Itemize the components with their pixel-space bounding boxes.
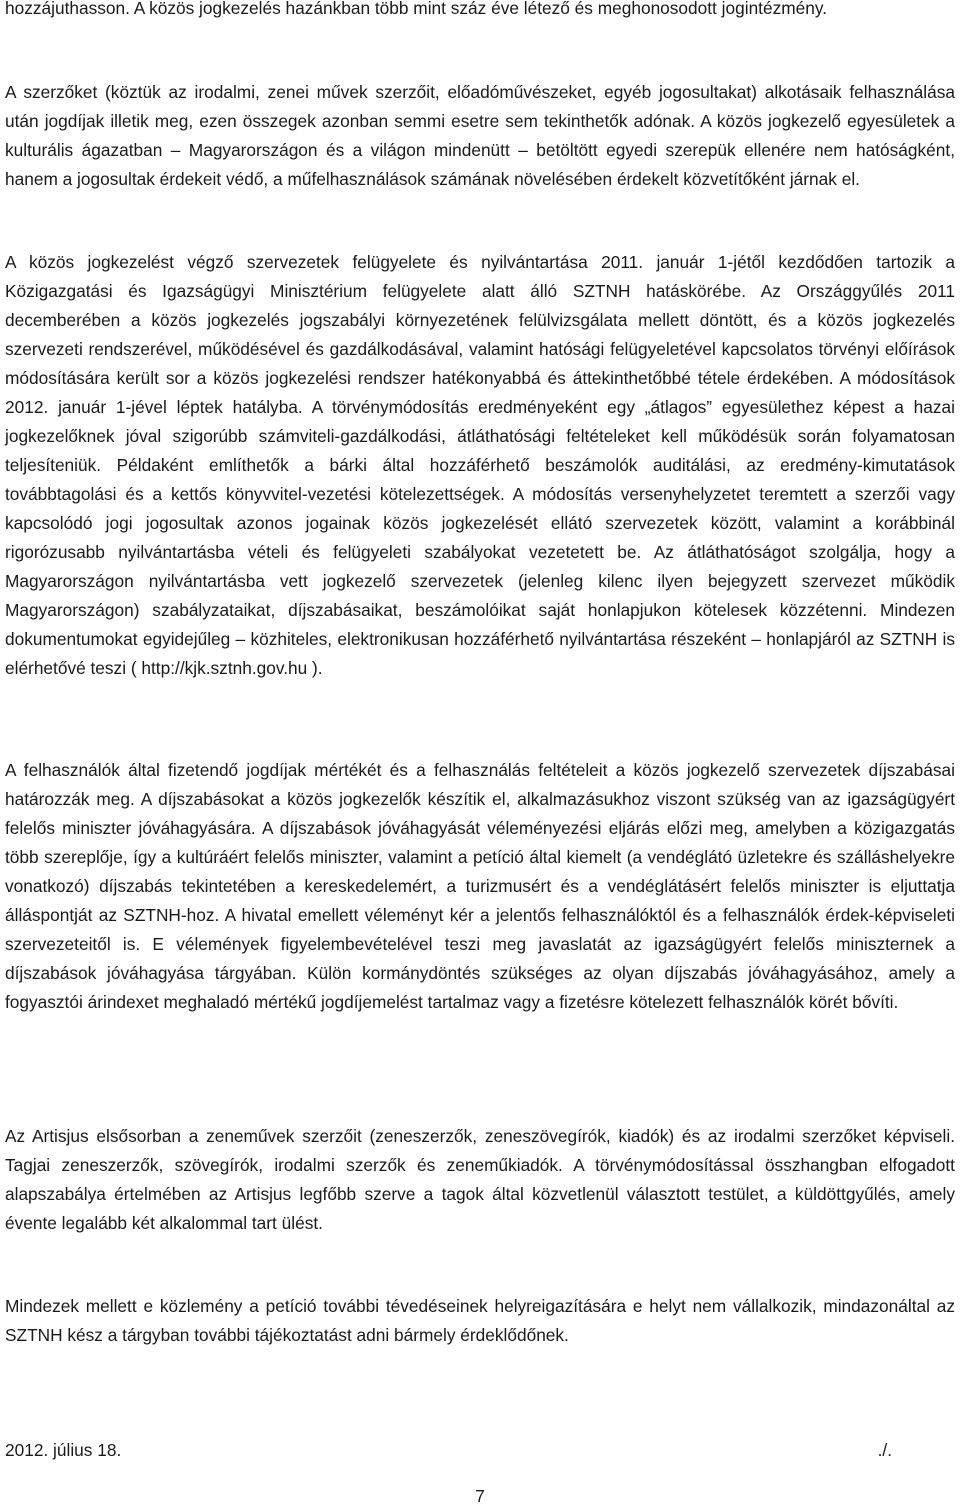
paragraph-closing-block (5, 1292, 955, 1350)
document-date: 2012. július 18. (5, 1440, 122, 1460)
paragraph-supervision-block (5, 248, 955, 683)
paragraph-closing: Mindezek mellett e közlemény a petíció további tévedéseinek helyreigazítására e helyt nem vállalkozik, mindazonáltal az SZTNH kész a tárgyban további tájékoztatást adni bármely érdeklődőnek. (5, 1296, 955, 1345)
paragraph-artisjus: Az Artisjus elsősorban a zeneművek szerzőit (zeneszerzők, zeneszövegírók, kiadók) és az irodalmi szerzőket képviseli. Tagjai zeneszerzők, szövegírók, irodalmi szerzők és zeneműkiadók. A törvénymódosítással összhangban elfogadott alapszabálya értelmében az Artisjus legfőbb szerve a tagok által közvetlenül választott testület, a küldöttgyűlés, amely évente legalább két alkalommal tart ülést. (5, 1126, 955, 1233)
paragraph-supervision: A közös jogkezelést végző szervezetek felügyelete és nyilvántartása 2011. január 1-jétől kezdődően tartozik a Közigazgatási és Igazságügyi Minisztérium felügyelete alatt álló SZTNH hatáskörébe. Az Országgyűlés 2011 decemberében a közös jogkezelés jogszabályi környezetének felülvizsgálata mellett döntött, és a közös jogkezelés szervezeti rendszerével, működésével és gazdálkodásával, valamint hatósági felügyeletével kapcsolatos törvényi előírások módosítására került sor a közös jogkezelési rendszer hatékonyabbá és áttekinthetőbbé tétele érdekében. A módosítások 2012. január 1-jével léptek hatályba. A törvénymódosítás eredményeként egy „átlagos” egyesülethez képest a hazai jogkezelőknek jóval szigorúbb számviteli-gazdálkodási, átláthatósági feltételeket kell működésük során folyamatosan teljesíteniük. Példaként említhetők a bárki által hozzáférhető beszámolók auditálási, az eredmény-kimutatások továbbtagolási és a kettős könyvvitel-vezetési kötelezettségek. A módosítás versenyhelyzetet teremtett a szerzői vagy kapcsolódó jogi jogosultak azonos jogainak közös jogkezelését ellátó szervezetek között, valamint a korábbinál rigorózusabb nyilvántartásba vételi és felügyeleti szabályokat vezetetett be. Az átláthatóságot szolgálja, hogy a Magyarországon nyilvántartásba vett jogkezelő szervezetek (jelenleg kilenc ilyen bejegyzett szervezet működik Magyarországon) szabályzataikat, díjszabásaikat, beszámolóikat saját honlapjukon kötelesek közzétenni. Mindezen dokumentumokat egyidejűleg – közhiteles, elektronikusan hozzáférhető nyilvántartása részeként – honlapjáról az SZTNH is elérhetővé teszi ( http://kjk.sztnh.gov.hu ). (5, 252, 955, 678)
page-number: 7 (475, 1486, 485, 1506)
paragraph-fees-block (5, 756, 955, 1017)
paragraph-authors-block (5, 78, 955, 194)
date-line (5, 1436, 955, 1465)
end-marker: ./. (877, 1440, 892, 1460)
paragraph-intro-tail: hozzájuthasson. A közös jogkezelés hazánkban több mint száz éve létező és meghonosodott jogintézmény. (5, 0, 828, 18)
paragraph-fees: A felhasználók által fizetendő jogdíjak mértékét és a felhasználás feltételeit a közös jogkezelő szervezetek díjszabásai határozzák meg. A díjszabásokat a közös jogkezelők készítik el, alkalmazásukhoz viszont szükség van az igazságügyért felelős miniszter jóváhagyására. A díjszabások jóváhagyását véleményezési eljárás előzi meg, amelyben a közigazgatás több szereplője, így a kultúráért felelős miniszter, valamint a petíció által kiemelt (a vendéglátó üzletekre és szálláshelyekre vonatkozó) díjszabás tekintetében a kereskedelemért, a turizmusért és a vendéglátásért felelős miniszter is eljuttatja álláspontját az SZTNH-hoz. A hivatal emellett véleményt kér a jelentős felhasználóktól és a felhasználók érdek-képviseleti szervezeteitől is. E vélemények figyelembevételével teszi meg javaslatát az igazságügyért felelős miniszternek a díjszabások jóváhagyása tárgyában. Külön kormánydöntés szükséges az olyan díjszabás jóváhagyásához, amely a fogyasztói árindexet meghaladó mértékű jogdíjemelést tartalmaz vagy a fizetésre kötelezett felhasználók körét bővíti. (5, 760, 955, 1012)
paragraph-artisjus-block (5, 1122, 955, 1238)
paragraph-authors: A szerzőket (köztük az irodalmi, zenei művek szerzőit, előadóművészeket, egyéb jogosultakat) alkotásaik felhasználása után jogdíjak illetik meg, ezen összegek azonban semmi esetre sem tekinthetők adónak. A közös jogkezelő egyesületek a kulturális ágazatban – Magyarországon és a világon mindenütt – betöltött egyedi szerepük ellenére nem hatóságként, hanem a jogosultak érdekeit védő, a műfelhasználások számának növelésében érdekelt közvetítőként járnak el. (5, 82, 955, 189)
